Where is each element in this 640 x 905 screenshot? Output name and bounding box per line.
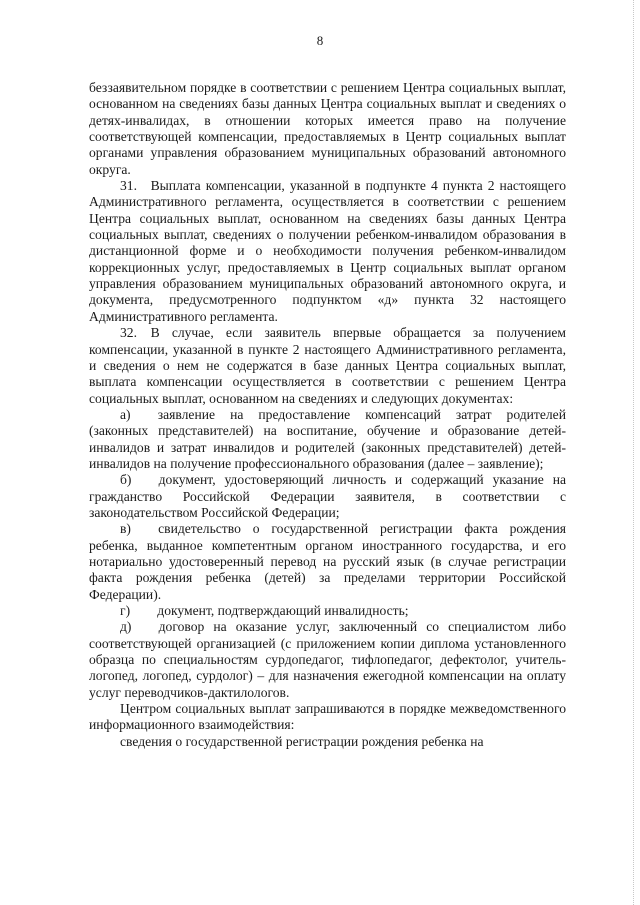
item-d: д) договор на оказание услуг, заключенный со специалистом либо соответствующей организацией (с приложением копии диплома установленного образца по специальностям сурдопедагог, тифлопедагог, дефектолог, учитель-логопед, логопед, сурдолог) – для назначения ежегодной компенсации на оплату услуг переводчиков-дактилологов. xyxy=(89,619,566,700)
item-a: а) заявление на предоставление компенсаций затрат родителей (законных представителей) на воспитание, обучение и образование детей-инвалидов и затрат инвалидов и родителей (законных представителей) детей-инвалидов на получение профессионального образования (далее – заявление); xyxy=(89,406,566,471)
paragraph-continuation: беззаявительном порядке в соответствии с решением Центра социальных выплат, основанном на сведениях базы данных Центра социальных выплат и сведениях о детях-инвалидах, в отношении которых имеется право на получение соответствующей компенсации, предоставляемых в Центр социальных выплат органами управления образованием муниципальных образований автономного округа. xyxy=(89,80,566,177)
page-number: 8 xyxy=(316,33,324,48)
document-body xyxy=(89,80,566,750)
item-b: б) документ, удостоверяющий личность и содержащий указание на гражданство Российской Федерации заявителя, в соответствии с законодательством Российской Федерации; xyxy=(89,472,566,520)
paragraph-32: 32. В случае, если заявитель впервые обращается за получением компенсации, указанной в пункте 2 настоящего Административного регламента, и сведения о нем не содержатся в базе данных Центра социальных выплат, выплата компенсации осуществляется в соответствии с решением Центра социальных выплат, основанном на сведениях и следующих документах: xyxy=(89,325,566,406)
paragraph-birth-info: сведения о государственной регистрации рождения ребенка на xyxy=(120,733,484,749)
item-v: в) свидетельство о государственной регистрации факта рождения ребенка, выданное компетентным органом иностранного государства, и его нотариально удостоверенный перевод на русский язык (в случае регистрации факта рождения ребенка (детей) за пределами территории Российской Федерации). xyxy=(89,521,566,602)
paragraph-requests: Центром социальных выплат запрашиваются в порядке межведомственного информационного взаимодействия: xyxy=(89,701,566,733)
paragraph-31: 31. Выплата компенсации, указанной в подпункте 4 пункта 2 настоящего Административного регламента, осуществляется в соответствии с решением Центра социальных выплат, основанном на сведениях базы данных Центра социальных выплат, сведениях о получении ребенком-инвалидом образования в дистанционной форме и о необходимости получения ребенком-инвалидом коррекционных услуг, предоставляемых в Центр социальных выплат органом управления образованием муниципальных образований автономного округа, и документа, предусмотренного подпунктом «д» пункта 32 настоящего Административного регламента. xyxy=(89,178,566,324)
scan-edge-line xyxy=(632,0,634,905)
item-g: г) документ, подтверждающий инвалидность; xyxy=(120,603,409,618)
